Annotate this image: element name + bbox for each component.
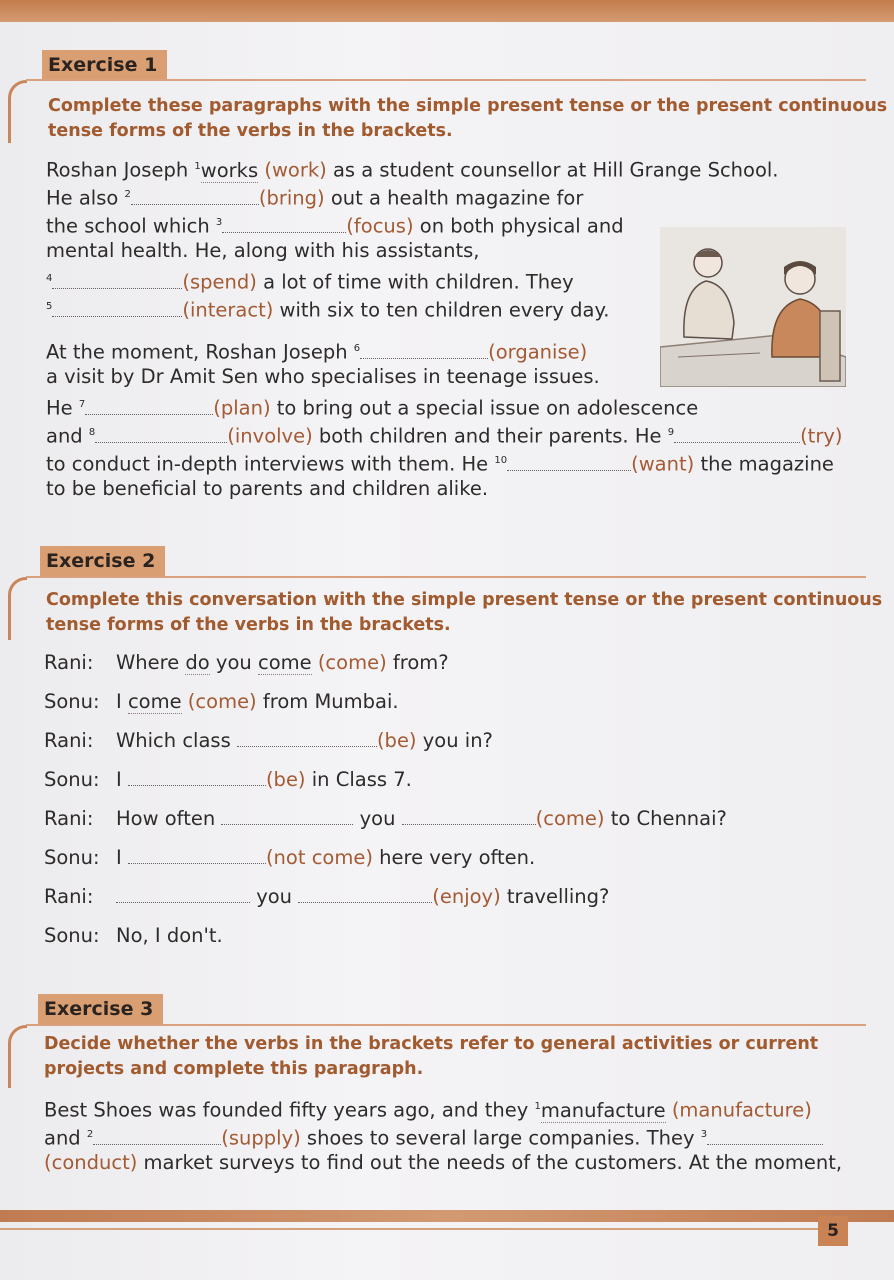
- answer-blank[interactable]: [298, 886, 432, 903]
- instruction-line: projects and complete this paragraph.: [44, 1059, 424, 1079]
- answer-blank[interactable]: [116, 886, 250, 903]
- speaker-label: Rani:: [44, 729, 94, 752]
- answer-blank[interactable]: [507, 454, 631, 471]
- speaker-label: Rani:: [44, 651, 94, 674]
- footer-rule: [0, 1228, 820, 1230]
- exercise-3-rule: [26, 1024, 866, 1026]
- ex1-line-6: $^5$ (interact) with six to ten children every day.: [46, 298, 610, 322]
- page-number: 5: [818, 1216, 848, 1246]
- instruction-line: tense forms of the verbs in the brackets.: [48, 121, 453, 141]
- exercise-2-instruction: [46, 588, 882, 638]
- speaker-label: Rani:: [44, 885, 94, 908]
- answer-blank[interactable]: [707, 1128, 823, 1145]
- ex1-line-9: He $^7$ (plan) to bring out a special issue on adolescence: [46, 396, 699, 420]
- instruction-line: Decide whether the verbs in the brackets refer to general activities or current: [44, 1034, 819, 1054]
- speaker-label: Sonu:: [44, 690, 100, 713]
- instruction-line: Complete these paragraphs with the simple present tense or the present continuous: [48, 96, 888, 116]
- exercise-3-label: Exercise 3: [38, 994, 163, 1024]
- answer-blank[interactable]: [52, 272, 182, 289]
- answer-blank[interactable]: [95, 426, 227, 443]
- answer-blank[interactable]: [221, 808, 353, 825]
- ex1-line-11: to conduct in-depth interviews with them. He $^{10}$ (want) the magazine: [46, 452, 834, 476]
- instruction-line: Complete this conversation with the simple present tense or the present continuous: [46, 590, 883, 610]
- conversation-row: Rani: Where do you come (come) from?: [44, 651, 449, 674]
- ex3-line-1: Best Shoes was founded fifty years ago, and they $^1$manufacture (manufacture): [44, 1098, 812, 1122]
- conversation-row: Rani: you (enjoy) travelling?: [44, 885, 610, 908]
- exercise-1-margin-curve: [8, 80, 27, 143]
- exercise-2-label: Exercise 2: [40, 546, 165, 576]
- speaker-label: Rani:: [44, 807, 94, 830]
- answer-example: come: [257, 651, 312, 674]
- worksheet-page: [0, 22, 894, 1280]
- ex1-line-5: $^4$ (spend) a lot of time with children. They: [46, 270, 574, 294]
- instruction-line: tense forms of the verbs in the brackets.: [46, 615, 451, 635]
- conversation-row: Sonu: I (not come) here very often.: [44, 846, 536, 869]
- conversation-row: Sonu: I come (come) from Mumbai.: [44, 690, 399, 713]
- exercise-1-rule: [26, 79, 866, 81]
- ex1-line-10: and $^8$ (involve) both children and their parents. He $^9$ (try): [46, 424, 843, 448]
- exercise-2-margin-curve: [8, 577, 27, 640]
- exercise-3-margin-curve: [8, 1025, 27, 1088]
- ex1-line-7: At the moment, Roshan Joseph $^6$ (organise): [46, 340, 588, 364]
- conversation-row: Sonu: I (be) in Class 7.: [44, 768, 412, 791]
- exercise-3-instruction: [44, 1032, 818, 1082]
- answer-blank[interactable]: [402, 808, 536, 825]
- answer-blank[interactable]: [222, 216, 346, 233]
- speaker-label: Sonu:: [44, 924, 100, 947]
- answer-blank[interactable]: [52, 300, 182, 317]
- ex1-line-1: Roshan Joseph $^1$works (work) as a student counsellor at Hill Grange School.: [46, 158, 779, 182]
- conversation-row: Sonu: No, I don't.: [44, 924, 223, 947]
- ex3-line-2: and $^2$ (supply) shoes to several large companies. They $^3$: [44, 1122, 823, 1152]
- answer-blank[interactable]: [85, 398, 213, 415]
- footer-color-band: [0, 1210, 894, 1222]
- ex1-line-12: to be beneficial to parents and children alike.: [46, 477, 489, 500]
- exercise-1-label: Exercise 1: [42, 50, 167, 80]
- conversation-row: Rani: How often you (come) to Chennai?: [44, 807, 727, 830]
- answer-blank[interactable]: [360, 342, 488, 359]
- ex1-line-8: a visit by Dr Amit Sen who specialises in teenage issues.: [46, 365, 600, 388]
- answer-example: manufacture: [540, 1098, 666, 1122]
- answer-blank[interactable]: [237, 730, 377, 747]
- ex3-line-3: (conduct) market surveys to find out the needs of the customers. At the moment,: [44, 1151, 843, 1174]
- speaker-label: Sonu:: [44, 768, 100, 791]
- answer-example: come: [127, 690, 182, 713]
- answer-blank[interactable]: [128, 769, 266, 786]
- answer-example: works: [200, 158, 259, 182]
- answer-example: do: [185, 651, 210, 674]
- ex1-line-3: the school which $^3$ (focus) on both physical and: [46, 214, 624, 238]
- counsellor-illustration: [660, 227, 846, 387]
- exercise-2-rule: [26, 576, 866, 578]
- answer-blank[interactable]: [674, 426, 800, 443]
- speaker-label: Sonu:: [44, 846, 100, 869]
- answer-blank[interactable]: [131, 188, 259, 205]
- ex1-line-2: He also $^2$ (bring) out a health magazine for: [46, 186, 584, 210]
- conversation-row: Rani: Which class (be) you in?: [44, 729, 493, 752]
- ex1-line-4: mental health. He, along with his assistants,: [46, 239, 480, 262]
- answer-blank[interactable]: [93, 1128, 221, 1145]
- exercise-1-instruction: [48, 94, 887, 144]
- answer-blank[interactable]: [128, 847, 266, 864]
